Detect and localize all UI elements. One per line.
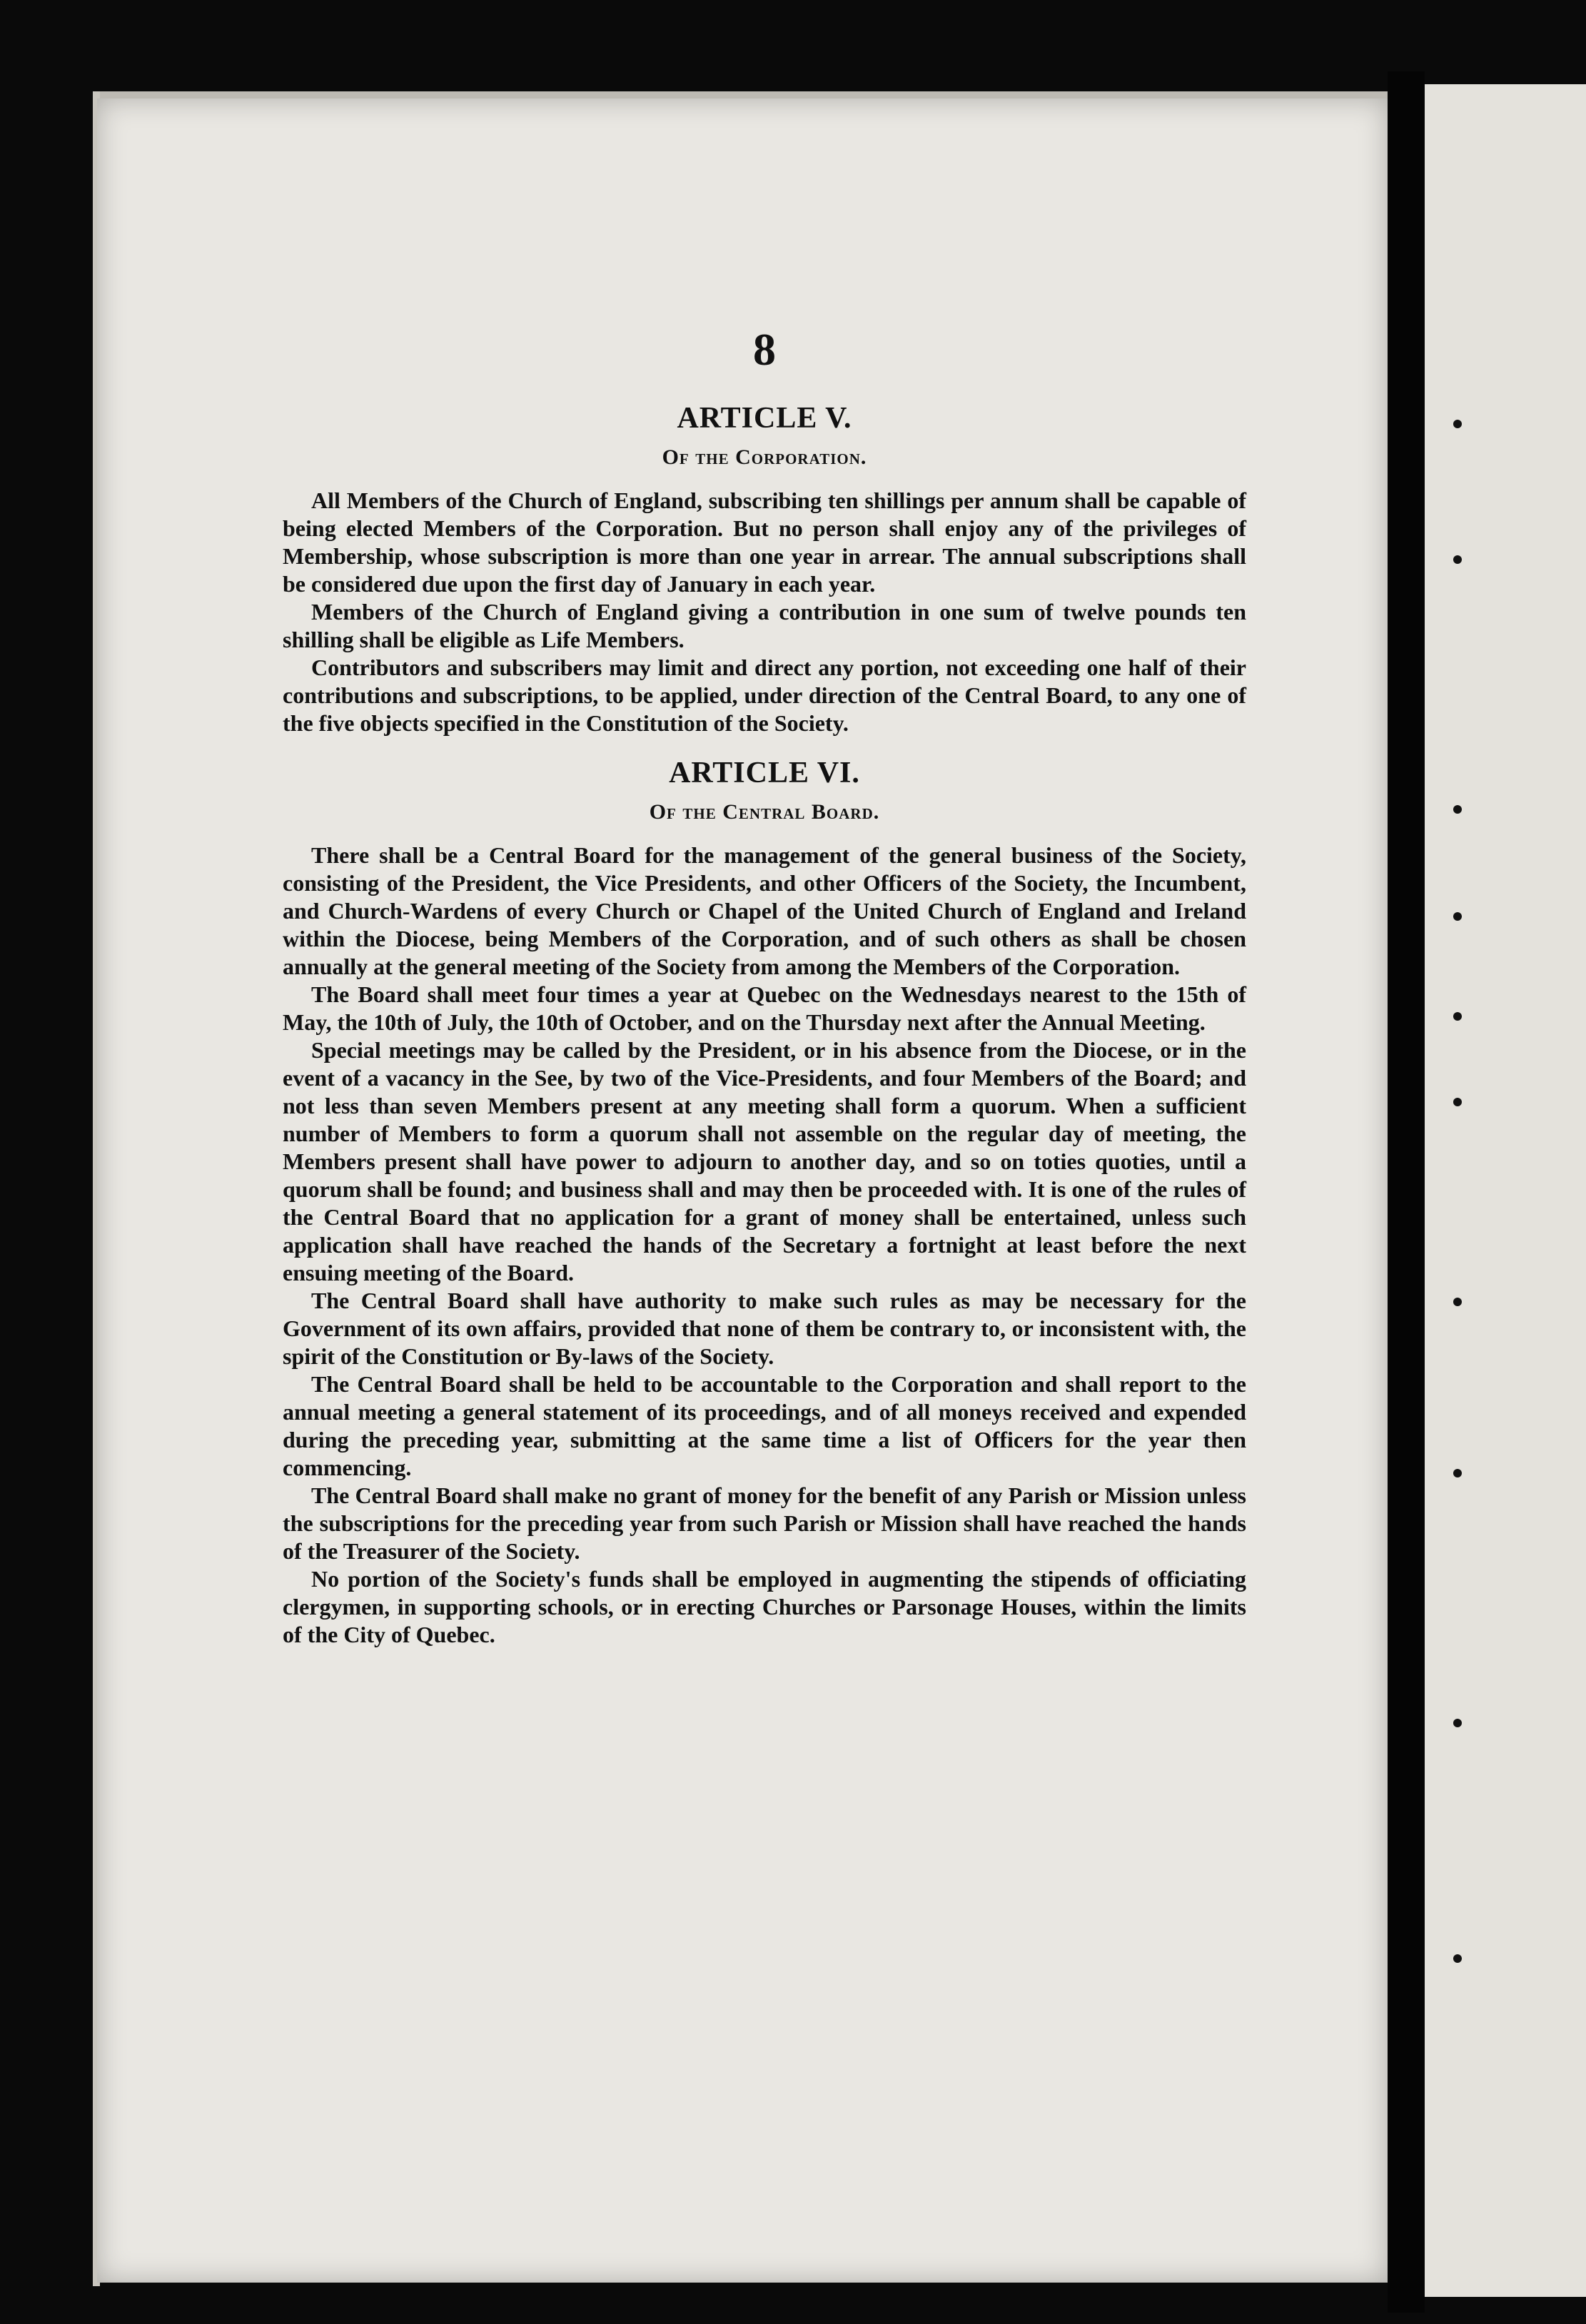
paragraph: All Members of the Church of England, subscribing ten shillings per annum shall be capable of being elected Members of the Corporation. But no person shall enjoy any of the privileges of Membership, whose subscription is more than one year in arrear. The annual subscriptions shall be considered due upon the first day of January in each year.	[283, 487, 1246, 597]
paragraph: The Board shall meet four times a year at Quebec on the Wednesdays nearest to the 15th of May, the 10th of July, the 10th of October, and on the Thursday next after the Annual Meeting.	[283, 981, 1246, 1035]
article-v	[283, 401, 1246, 737]
binding-gutter	[1388, 71, 1425, 2313]
article-vi	[283, 756, 1246, 1649]
paragraph: Special meetings may be called by the President, or in his absence from the Diocese, or in the event of a vacancy in the See, by two of the Vice-Presidents, and four Members of the Board; and not less than seven Members present at any meeting shall form a quorum. When a sufficient number of Members to form a quorum shall not assemble on the regular day of meeting, the Members present shall have power to adjourn to another day, and so on toties quoties, until a quorum shall be found; and business shall and may then be proceeded with. It is one of the rules of the Central Board that no application for a grant of money shall be entertained, unless such application shall have reached the hands of the Secretary a fortnight at least before the next ensuing meeting of the Board.	[283, 1037, 1246, 1285]
bleed-mark	[1453, 555, 1462, 564]
bleed-mark	[1453, 912, 1462, 921]
paragraph: No portion of the Society's funds shall be employed in augmenting the stipends of officiating clergymen, in supporting schools, or in erecting Churches or Parsonage Houses, within the limits of the City of Quebec.	[283, 1566, 1246, 1647]
facing-page-strip	[1425, 84, 1586, 2297]
article-subtitle: Of the Central Board.	[649, 800, 880, 824]
bleed-mark	[1453, 1954, 1462, 1963]
paragraph: Contributors and subscribers may limit and direct any portion, not exceeding one half of their contributions and subscriptions, to be applied, under direction of the Central Board, to any one of the five objects specified in the Constitution of the Society.	[283, 655, 1246, 736]
bleed-mark	[1453, 1012, 1462, 1021]
article-subtitle: Of the Corporation.	[662, 445, 867, 469]
paragraph: The Central Board shall have authority to make such rules as may be necessary for the Government of its own affairs, provided that none of them be contrary to, or inconsistent with, the spirit of the Constitution or By-laws of the Society.	[283, 1288, 1246, 1369]
paragraph: Members of the Church of England giving a contribution in one sum of twelve pounds ten shilling shall be eligible as Life Members.	[283, 599, 1246, 652]
article-title: ARTICLE VI.	[669, 757, 860, 789]
document-page	[97, 98, 1388, 2283]
bleed-mark	[1453, 1719, 1462, 1727]
bleed-mark	[1453, 1098, 1462, 1106]
bleed-mark	[1453, 1469, 1462, 1477]
bleed-mark	[1453, 1298, 1462, 1306]
bleed-mark	[1453, 805, 1462, 814]
bleed-mark	[1453, 420, 1462, 428]
page-content	[283, 324, 1246, 1667]
paragraph: The Central Board shall make no grant of money for the benefit of any Parish or Mission unless the subscriptions for the preceding year from such Parish or Mission shall have reached the hands of the Treasurer of the Society.	[283, 1482, 1246, 1564]
article-title: ARTICLE V.	[677, 402, 852, 435]
paragraph: There shall be a Central Board for the management of the general business of the Society, consisting of the President, the Vice Presidents, and other Officers of the Society, the Incumbent, and Church-Wardens of every Church or Chapel of the United Church of England and Ireland within the Diocese, being Members of the Corporation, and of such others as shall be chosen annually at the general meeting of the Society from among the Members of the Corporation.	[283, 842, 1246, 979]
paragraph: The Central Board shall be held to be accountable to the Corporation and shall report to the annual meeting a general statement of its proceedings, and of all moneys received and expended during the preceding year, submitting at the same time a list of Officers for the year then commencing.	[283, 1371, 1246, 1480]
page-number: 8	[753, 324, 776, 375]
